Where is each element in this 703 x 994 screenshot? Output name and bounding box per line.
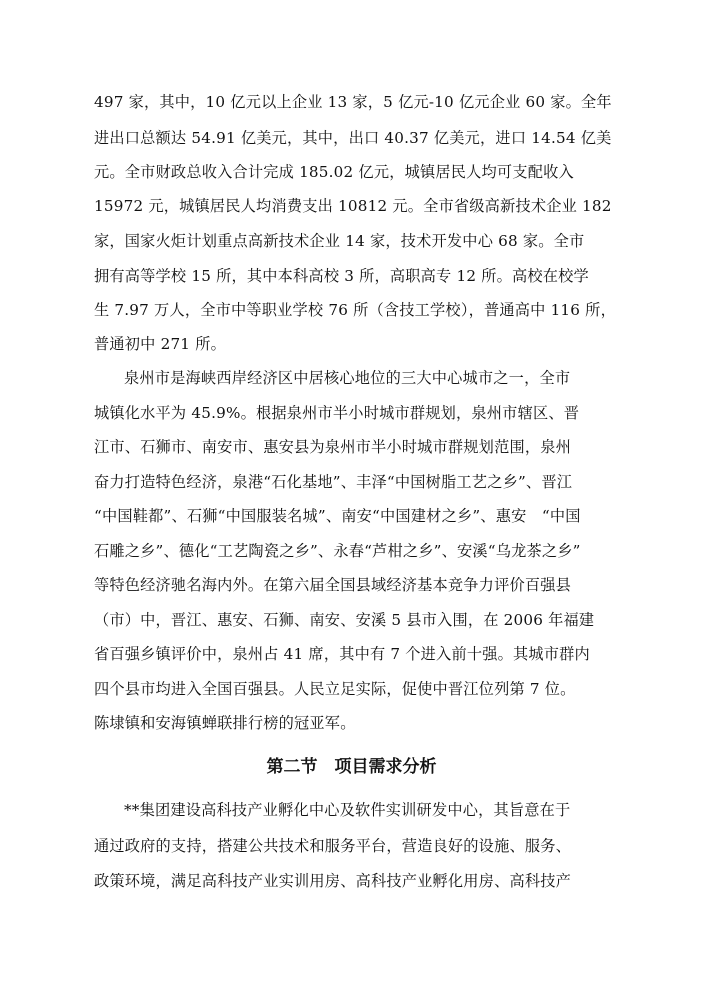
text-line: 城镇化水平为 45.9%。根据泉州市半小时城市群规划，泉州市辖区、晋 bbox=[94, 404, 580, 422]
text-line: 拥有高等学校 15 所，其中本科高校 3 所，高职高专 12 所。高校在校学 bbox=[94, 267, 589, 285]
text-line: 陈埭镇和安海镇蝉联排行榜的冠亚军。 bbox=[94, 714, 356, 732]
text-line: 等特色经济驰名海内外。在第六届全国县域经济基本竞争力评价百强县 bbox=[94, 576, 572, 594]
text-line: “中国鞋都”、石狮“中国服装名城”、南安“中国建材之乡”、惠安 “中国 bbox=[94, 507, 581, 525]
text-line: 奋力打造特色经济，泉港“石化基地”、丰泽“中国树脂工艺之乡”、晋江 bbox=[94, 473, 573, 491]
section-heading: 第二节 项目需求分析 bbox=[266, 757, 437, 777]
text-line: （市）中，晋江、惠安、石狮、南安、安溪 5 县市入围，在 2006 年福建 bbox=[94, 611, 595, 629]
text-line: 四个县市均进入全国百强县。人民立足实际，促使中晋江位列第 7 位。 bbox=[94, 680, 576, 698]
text-line: 省百强乡镇评价中，泉州占 41 席，其中有 7 个进入前十强。其城市群内 bbox=[94, 645, 590, 663]
text-line: **集团建设高科技产业孵化中心及软件实训研发中心，其旨意在于 bbox=[124, 801, 571, 819]
text-line: 泉州市是海峡西岸经济区中居核心地位的三大中心城市之一，全市 bbox=[124, 369, 571, 387]
text-line: 家，国家火炬计划重点高新技术企业 14 家，技术开发中心 68 家。全市 bbox=[94, 232, 585, 250]
text-line: 497 家，其中，10 亿元以上企业 13 家，5 亿元-10 亿元企业 60 家。全年 bbox=[94, 93, 612, 111]
text-line: 政策环境，满足高科技产业实训用房、高科技产业孵化用房、高科技产 bbox=[94, 872, 572, 890]
text-line: 普通初中 271 所。 bbox=[94, 335, 226, 353]
text-line: 江市、石狮市、南安市、惠安县为泉州市半小时城市群规划范围，泉州 bbox=[94, 438, 572, 456]
text-line: 通过政府的支持，搭建公共技术和服务平台，营造良好的设施、服务、 bbox=[94, 837, 572, 855]
text-line: 元。全市财政总收入合计完成 185.02 亿元，城镇居民人均可支配收入 bbox=[94, 163, 574, 181]
text-line: 进出口总额达 54.91 亿美元，其中，出口 40.37 亿美元，进口 14.54 亿美 bbox=[94, 129, 612, 147]
text-line: 石雕之乡”、德化“工艺陶瓷之乡”、永春“芦柑之乡”、安溪“乌龙茶之乡” bbox=[94, 542, 581, 560]
text-line: 15972 元，城镇居民人均消费支出 10812 元。全市省级高新技术企业 182 bbox=[94, 197, 612, 215]
text-line: 生 7.97 万人，全市中等职业学校 76 所（含技工学校），普通高中 116 所， bbox=[94, 301, 616, 319]
